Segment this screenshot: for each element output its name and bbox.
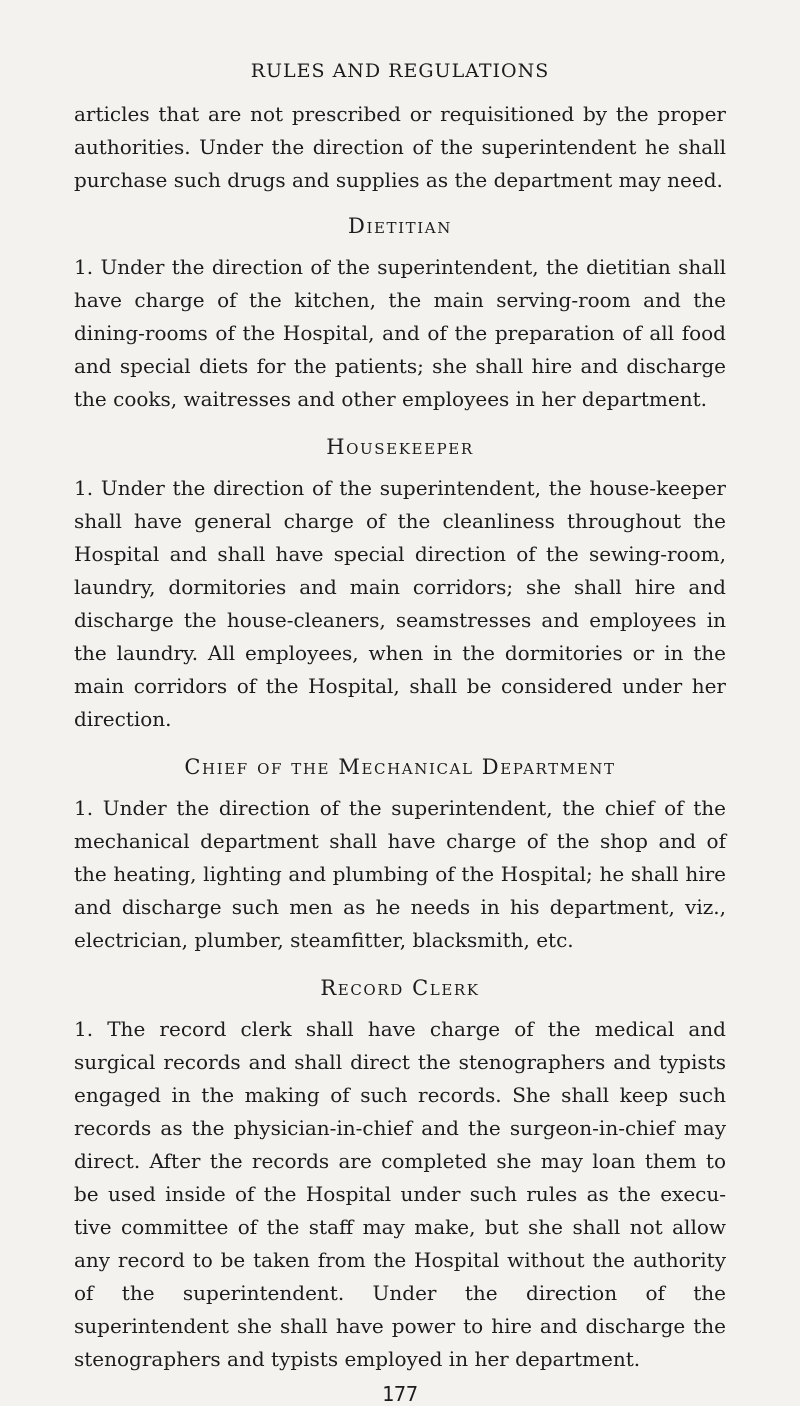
section-dietitian <box>74 211 726 416</box>
section-heading: Record Clerk <box>320 976 480 1000</box>
section-heading: Chief of the Mechanical Department <box>184 755 616 779</box>
section-heading: Housekeeper <box>326 435 474 459</box>
section-paragraph: 1. The record clerk shall have charge of the medical and surgical records and shall direct the stenographers and typists engaged in the making of such records. She shall keep such records as the physician-in-chief and the surgeon-in-chief may direct. After the records are completed she may loan them to be used inside of the Hospital under such rules as the execu-tive committee of the staff may make, but she shall not allow any record to be taken from the Hospital without the authority of the superintendent. Under the direction of the superintendent she shall have power to hire and discharge the stenographers and typists employed in her department. <box>74 1017 726 1371</box>
section-paragraph: 1. Under the direction of the superintendent, the house-keeper shall have general charge of the cleanliness throughout the Hospital and shall have special direction of the sewing-room, laundry, dormitories and main corridors; she shall hire and discharge the house-cleaners, seamstresses and employees in the laundry. All employees, when in the dormitories or in the main corridors of the Hospital, shall be considered under her direction. <box>74 476 726 731</box>
section-mechanical <box>74 752 726 957</box>
section-paragraph: 1. Under the direction of the superintendent, the chief of the mechanical department shall have charge of the shop and of the heating, lighting and plumbing of the Hospital; he shall hire and discharge such men as he needs in his department, viz., electrician, plumber, steamfitter, blacksmith, etc. <box>74 796 726 952</box>
section-paragraph: 1. Under the direction of the superintendent, the dietitian shall have charge of the kitchen, the main serving-room and the dining-rooms of the Hospital, and of the preparation of all food and special diets for the patients; she shall hire and discharge the cooks, waitresses and other employees in her department. <box>74 255 726 411</box>
page-number: 177 <box>381 1382 419 1406</box>
running-head: RULES AND REGULATIONS <box>250 60 550 82</box>
document-page <box>74 60 726 1406</box>
section-housekeeper <box>74 432 726 736</box>
section-heading: Dietitian <box>348 214 452 238</box>
intro-paragraph: articles that are not prescribed or requisitioned by the proper authorities. Under the direction of the superintendent he shall purchase such drugs and supplies as the department may need. <box>74 102 726 192</box>
section-record-clerk <box>74 973 726 1376</box>
